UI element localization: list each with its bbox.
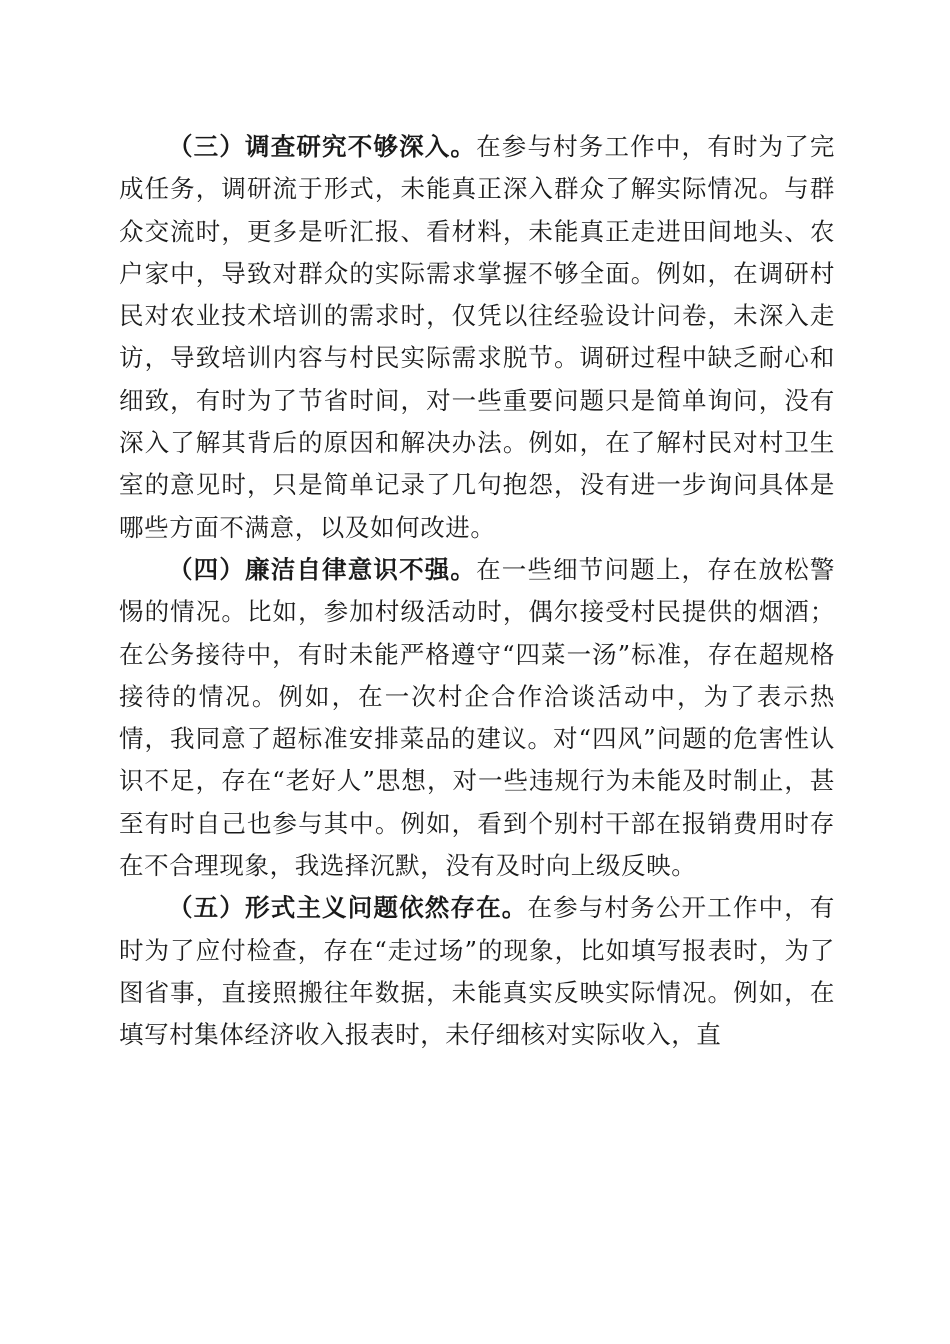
section-heading-3: （三）调查研究不够深入。 xyxy=(168,132,477,161)
paragraph-body-4: 在一些细节问题上，存在放松警惕的情况。比如，参加村级活动时，偶尔接受村民提供的烟酒；在公务接待中，有时未能严格遵守“四菜一汤”标准，存在超规格接待的情况。例如，在一次村企合作洽谈活动中，为了表示热情，我同意了超标准安排菜品的建议。对“四风”问题的危害性认识不足，存在“老好人”思想，对一些违规行为未能及时制止，甚至有时自己也参与其中。例如，看到个别村干部在报销费用时存在不合理现象，我选择沉默，没有及时向上级反映。 xyxy=(119,554,835,881)
section-heading-4: （四）廉洁自律意识不强。 xyxy=(168,554,477,584)
document-body xyxy=(119,126,835,1057)
paragraph-4 xyxy=(119,549,835,887)
paragraph-body-5: 在参与村务公开工作中，有时为了应付检查，存在“走过场”的现象，比如填写报表时，为了图省事，直接照搬往年数据，未能真实反映实际情况。例如，在填写村集体经济收入报表时，未仔细核对实际收入，直 xyxy=(119,893,835,1050)
paragraph-3 xyxy=(119,126,835,549)
section-heading-5: （五）形式主义问题依然存在。 xyxy=(168,893,528,923)
paragraph-5 xyxy=(119,887,835,1056)
paragraph-body-3: 在参与村务工作中，有时为了完成任务，调研流于形式，未能真正深入群众了解实际情况。与群众交流时，更多是听汇报、看材料，未能真正走进田间地头、农户家中，导致对群众的实际需求掌握不够全面。例如，在调研村民对农业技术培训的需求时，仅凭以往经验设计问卷，未深入走访，导致培训内容与村民实际需求脱节。调研过程中缺乏耐心和细致，有时为了节省时间，对一些重要问题只是简单询问，没有深入了解其背后的原因和解决办法。例如，在了解村民对村卫生室的意见时，只是简单记录了几句抱怨，没有进一步询问具体是哪些方面不满意，以及如何改进。 xyxy=(119,132,835,542)
